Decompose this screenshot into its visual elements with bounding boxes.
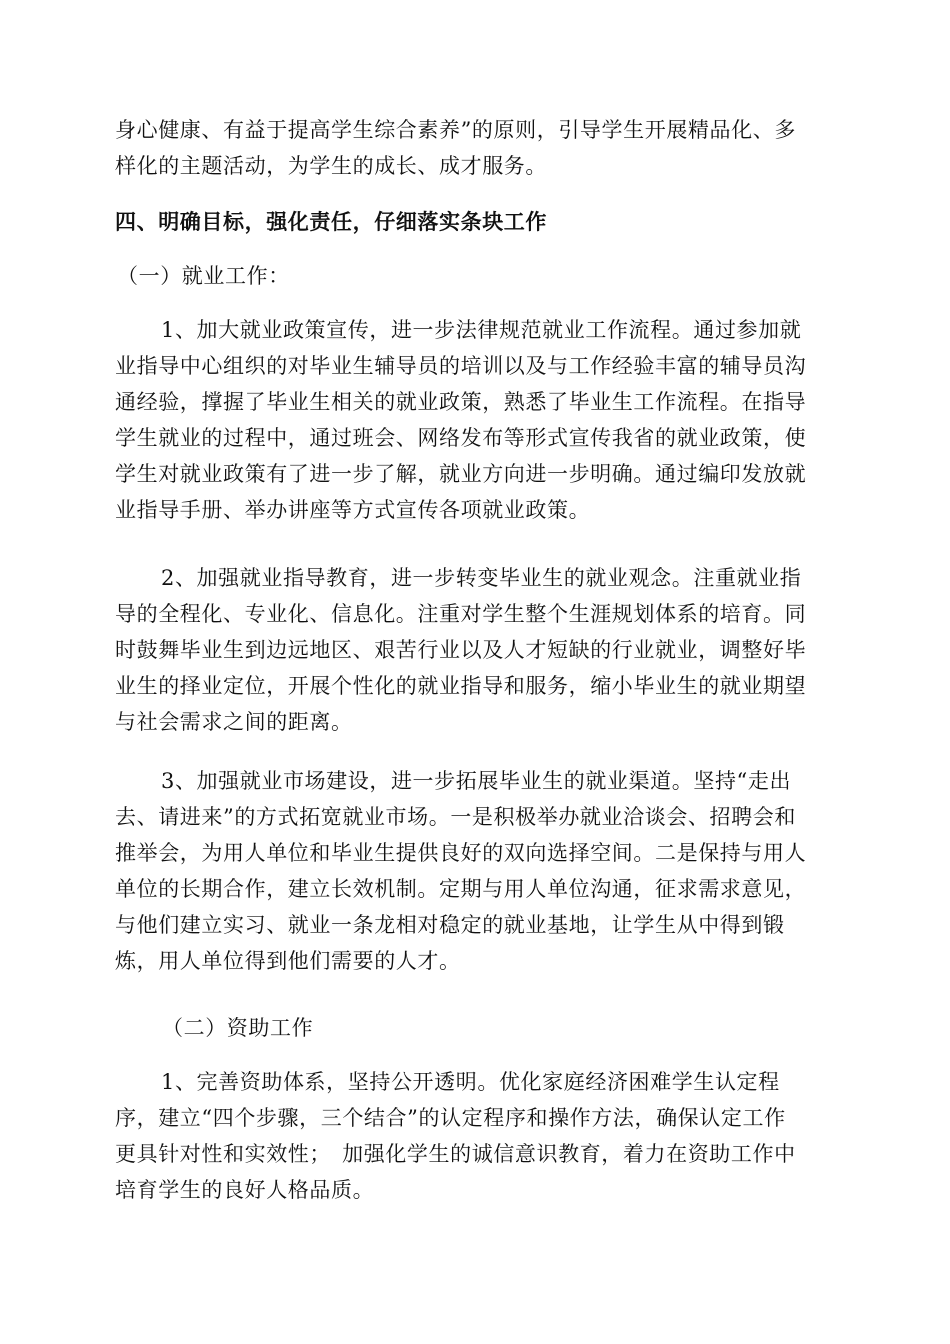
intro-paragraph — [115, 112, 833, 184]
text-line: 与社会需求之间的距离。 — [115, 710, 353, 734]
text-line: 培育学生的良好人格品质。 — [115, 1178, 375, 1202]
paragraph-employment-market — [115, 763, 833, 979]
text-line: 单位的长期合作，建立长效机制。定期与用人单位沟通，征求需求意见， — [115, 877, 807, 901]
text-line: 炼，用人单位得到他们需要的人才。 — [115, 949, 461, 973]
subsection-heading-financial-aid: （二）资助工作 — [162, 1016, 314, 1040]
paragraph-employment-policy — [115, 312, 833, 528]
section-heading: 四、明确目标，强化责任，仔细落实条块工作 — [115, 210, 547, 234]
text-line: 业生的择业定位，开展个性化的就业指导和服务，缩小毕业生的就业期望 — [115, 674, 807, 698]
text-line: 3、加强就业市场建设，进一步拓展毕业生的就业渠道。坚持“走出 — [161, 769, 792, 793]
text-line: 学生对就业政策有了进一步了解，就业方向进一步明确。通过编印发放就 — [115, 462, 807, 486]
text-line: 学生就业的过程中，通过班会、网络发布等形式宣传我省的就业政策，使 — [115, 426, 807, 450]
paragraph-financial-aid — [115, 1064, 833, 1208]
text-line: 2、加强就业指导教育，进一步转变毕业生的就业观念。注重就业指 — [161, 566, 802, 590]
text-line: 业指导中心组织的对毕业生辅导员的培训以及与工作经验丰富的辅导员沟 — [115, 354, 807, 378]
subsection-heading-employment: （一）就业工作： — [117, 264, 290, 288]
text-line: 推举会，为用人单位和毕业生提供良好的双向选择空间。二是保持与用人 — [115, 841, 807, 865]
text-line: 序，建立“四个步骤，三个结合”的认定程序和操作方法，确保认定工作 — [115, 1106, 786, 1130]
text-line: 1、加大就业政策宣传，进一步法律规范就业工作流程。通过参加就 — [161, 318, 802, 342]
text-line: 去、请进来”的方式拓宽就业市场。一是积极举办就业洽谈会、招聘会和 — [115, 805, 796, 829]
text-line: 时鼓舞毕业生到边远地区、艰苦行业以及人才短缺的行业就业，调整好毕 — [115, 638, 807, 662]
text-line: 身心健康、有益于提高学生综合素养”的原则，引导学生开展精品化、多 — [115, 118, 796, 142]
text-line: 与他们建立实习、就业一条龙相对稳定的就业基地，让学生从中得到锻 — [115, 913, 785, 937]
text-line: 更具针对性和实效性； 加强化学生的诚信意识教育，着力在资助工作中 — [115, 1142, 796, 1166]
text-line: 1、完善资助体系，坚持公开透明。优化家庭经济困难学生认定程 — [161, 1070, 780, 1094]
paragraph-employment-guidance — [115, 560, 833, 740]
text-line: 业指导手册、举办讲座等方式宣传各项就业政策。 — [115, 498, 591, 522]
text-line: 导的全程化、专业化、信息化。注重对学生整个生涯规划体系的培育。同 — [115, 602, 807, 626]
text-line: 通经验，撑握了毕业生相关的就业政策，熟悉了毕业生工作流程。在指导 — [115, 390, 807, 414]
text-line: 样化的主题活动，为学生的成长、成才服务。 — [115, 154, 547, 178]
